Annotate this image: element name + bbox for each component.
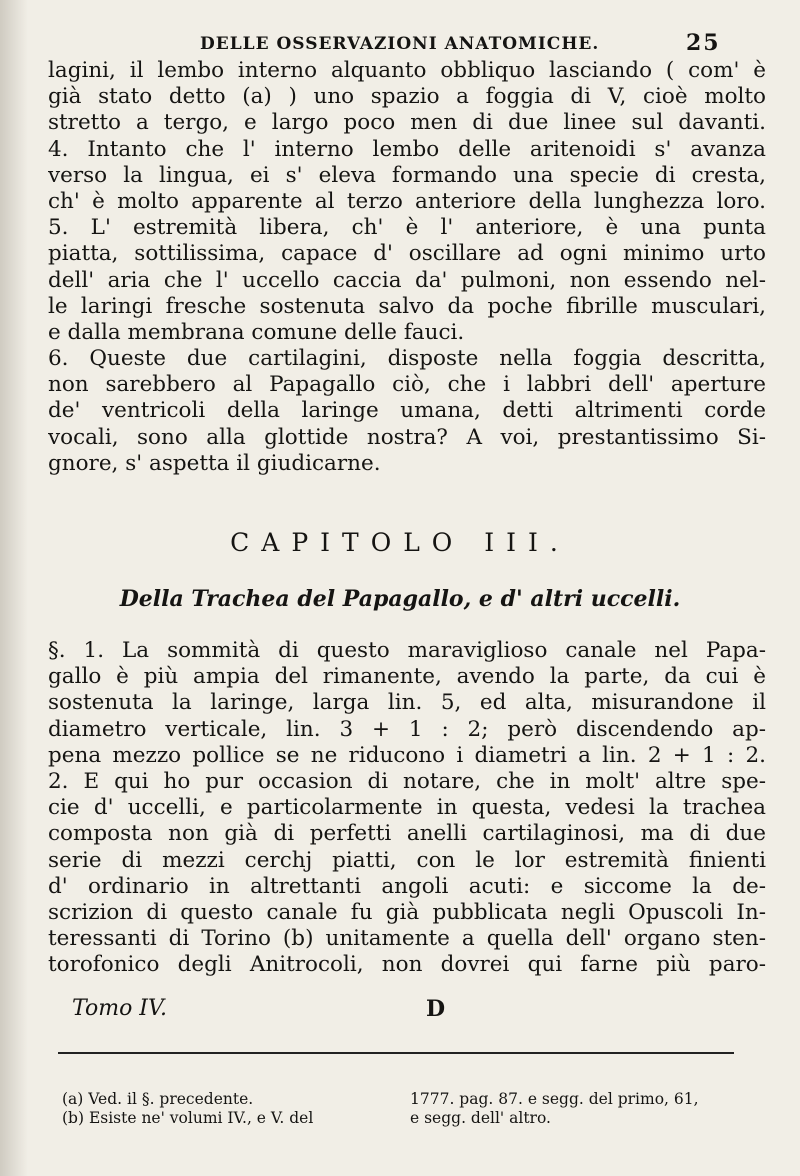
text-line: torofonico degli Anitrocoli, non dovrei qui farne più paro- — [48, 952, 766, 978]
running-header — [200, 30, 721, 56]
text-line: lagini, il lembo interno alquanto obbliquo lasciando ( com' è — [48, 58, 766, 83]
chapter-heading: CAPITOLO III. — [230, 528, 570, 557]
text-line: composta non già di perfetti anelli cartilaginosi, ma di due — [48, 821, 766, 847]
text-line: 5. L' estremità libera, ch' è l' anteriore, è una punta — [48, 215, 766, 241]
text-line: non sarebbero al Papagallo ciò, che i labbri dell' aperture — [48, 372, 766, 398]
running-title: DELLE OSSERVAZIONI ANATOMICHE. — [200, 34, 600, 54]
text-line: verso la lingua, ei s' eleva formando una specie di cresta, — [48, 162, 766, 188]
text-line: piatta, sottilissima, capace d' oscillare ad ogni minimo urto — [48, 241, 766, 267]
text-line: de' ventricoli della laringe umana, detti altrimenti corde — [48, 398, 766, 424]
text-line: d' ordinario in altrettanti angoli acuti: e siccome la de- — [48, 873, 766, 899]
text-line: 4. Intanto che l' interno lembo delle aritenoidi s' avanza — [48, 136, 766, 162]
text-line: diametro verticale, lin. 3 + 1 : 2; però discendendo ap- — [48, 716, 766, 742]
text-block-top — [48, 58, 766, 477]
volume-label: Tomo IV. — [72, 996, 168, 1021]
text-line: ch' è molto apparente al terzo anteriore della lunghezza loro. — [48, 188, 766, 214]
text-line: 6. Queste due cartilagini, disposte nella foggia descritta, — [48, 346, 766, 372]
text-line: §. 1. La sommità di questo maraviglioso canale nel Papa- — [48, 638, 766, 663]
text-line: teressanti di Torino (b) unitamente a quella dell' organo sten- — [48, 926, 766, 952]
footnote-a: (a) Ved. il §. precedente. — [62, 1090, 254, 1108]
text-line: già stato detto (a) ) uno spazio a foggia di V, cioè molto — [48, 84, 766, 110]
chapter-subtitle: Della Trachea del Papagallo, e d' altri uccelli. — [119, 586, 681, 612]
footnote-rule — [58, 1052, 734, 1054]
text-line: gallo è più ampia del rimanente, avendo la parte, da cui è — [48, 664, 766, 690]
text-line: le laringi fresche sostenuta salvo da poche fibrille musculari, — [48, 293, 766, 319]
page-number: 25 — [686, 30, 721, 56]
signature-mark: D — [426, 996, 446, 1022]
footnote-b: (b) Esiste ne' volumi IV., e V. del — [62, 1109, 314, 1127]
text-block-bottom — [48, 638, 766, 978]
text-line: 2. E qui ho pur occasion di notare, che in molt' altre spe- — [48, 768, 766, 794]
text-line: serie di mezzi cerchj piatti, con le lor estremità finienti — [48, 847, 766, 873]
footnote-b-continued: e segg. dell' altro. — [410, 1109, 551, 1127]
signature-line — [72, 996, 572, 1021]
text-line: sostenuta la laringe, larga lin. 5, ed alta, misurandone il — [48, 690, 766, 716]
text-line: vocali, sono alla glottide nostra? A voi, prestantissimo Si- — [48, 424, 766, 450]
text-line: dell' aria che l' uccello caccia da' pulmoni, non essendo nel- — [48, 267, 766, 293]
footnote-b-continued: 1777. pag. 87. e segg. del primo, 61, — [410, 1090, 699, 1108]
text-line: scrizion di questo canale fu già pubblicata negli Opuscoli In- — [48, 899, 766, 925]
text-line: cie d' uccelli, e particolarmente in questa, vedesi la trachea — [48, 795, 766, 821]
footnotes-left — [62, 1090, 313, 1128]
text-line: e dalla membrana comune delle fauci. — [48, 319, 465, 345]
text-line: gnore, s' aspetta il giudicarne. — [48, 450, 381, 476]
footnotes-right — [410, 1090, 699, 1128]
text-line: pena mezzo pollice se ne riducono i diametri a lin. 2 + 1 : 2. — [48, 742, 766, 768]
text-line: stretto a tergo, e largo poco men di due linee sul davanti. — [48, 110, 766, 136]
